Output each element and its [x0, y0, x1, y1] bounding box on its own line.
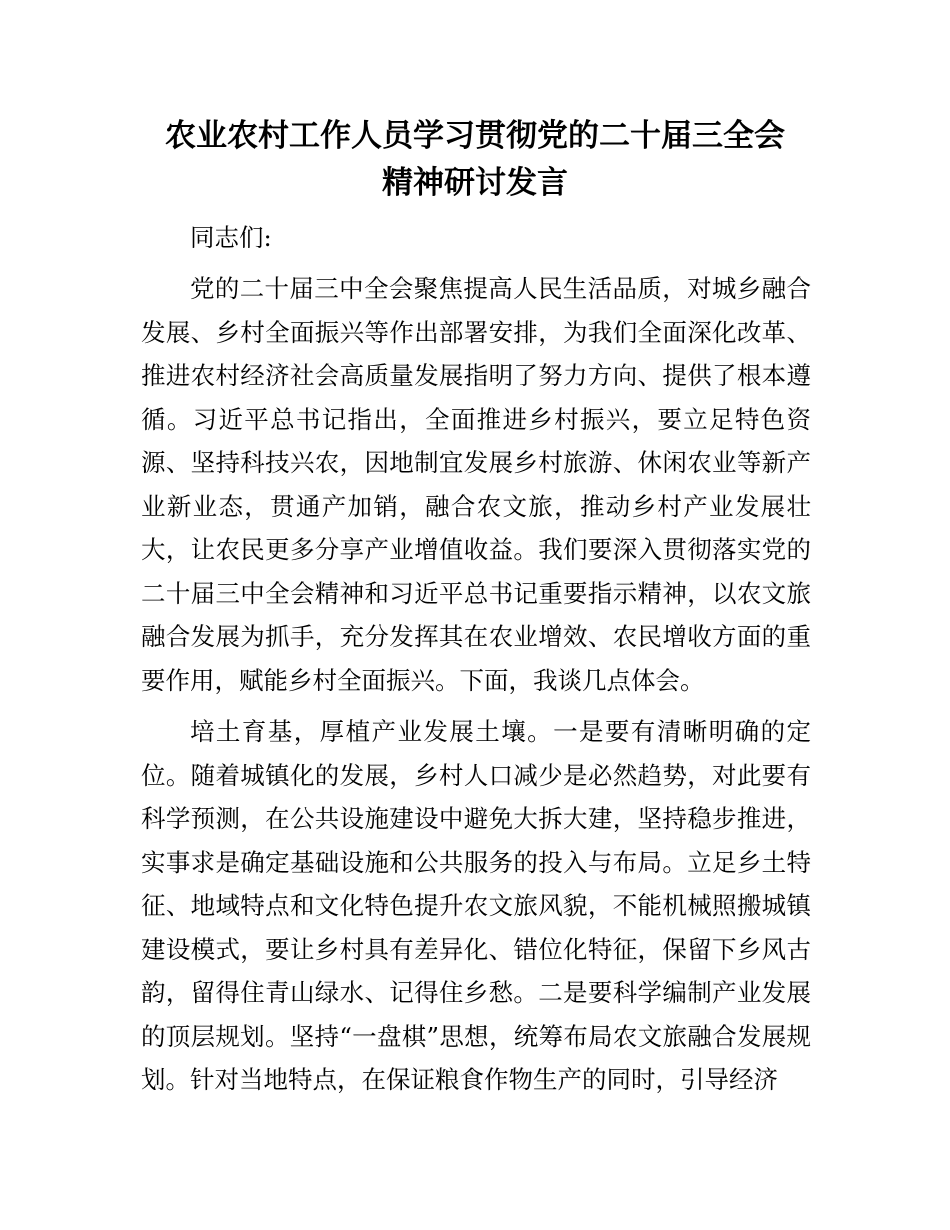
document-title-line-2: 精神研讨发言: [382, 165, 568, 201]
document-title-line-1: 农业农村工作人员学习贯彻党的二十届三全会: [165, 118, 785, 154]
paragraph-2: 培土育基，厚植产业发展土壤。一是要有清晰明确的定位。随着城镇化的发展，乡村人口减少是必然趋势，对此要有科学预测，在公共设施建设中避免大拆大建，坚持稳步推进，实事求是确定基础设施和公共服务的投入与布局。立足乡土特征、地域特点和文化特色提升农文旅风貌，不能机械照搬城镇建设模式，要让乡村具有差异化、错位化特征，保留下乡风古韵，留得住青山绿水、记得住乡愁。二是要科学编制产业发展的顶层规划。坚持“一盘棋”思想，统筹布局农文旅融合发展规划。针对当地特点，在保证粮食作物生产的同时，引导经济: [141, 717, 811, 1094]
paragraph-1: 党的二十届三中全会聚焦提高人民生活品质，对城乡融合发展、乡村全面振兴等作出部署安排，为我们全面深化改革、推进农村经济社会高质量发展指明了努力方向、提供了根本遵循。习近平总书记指出，全面推进乡村振兴，要立足特色资源、坚持科技兴农，因地制宜发展乡村旅游、休闲农业等新产业新业态，贯通产加销，融合农文旅，推动乡村产业发展壮大，让农民更多分享产业增值收益。我们要深入贯彻落实党的二十届三中全会精神和习近平总书记重要指示精神，以农文旅融合发展为抓手，充分发挥其在农业增效、农民增收方面的重要作用，赋能乡村全面振兴。下面，我谈几点体会。: [141, 274, 811, 695]
greeting: 同志们:: [190, 223, 272, 252]
